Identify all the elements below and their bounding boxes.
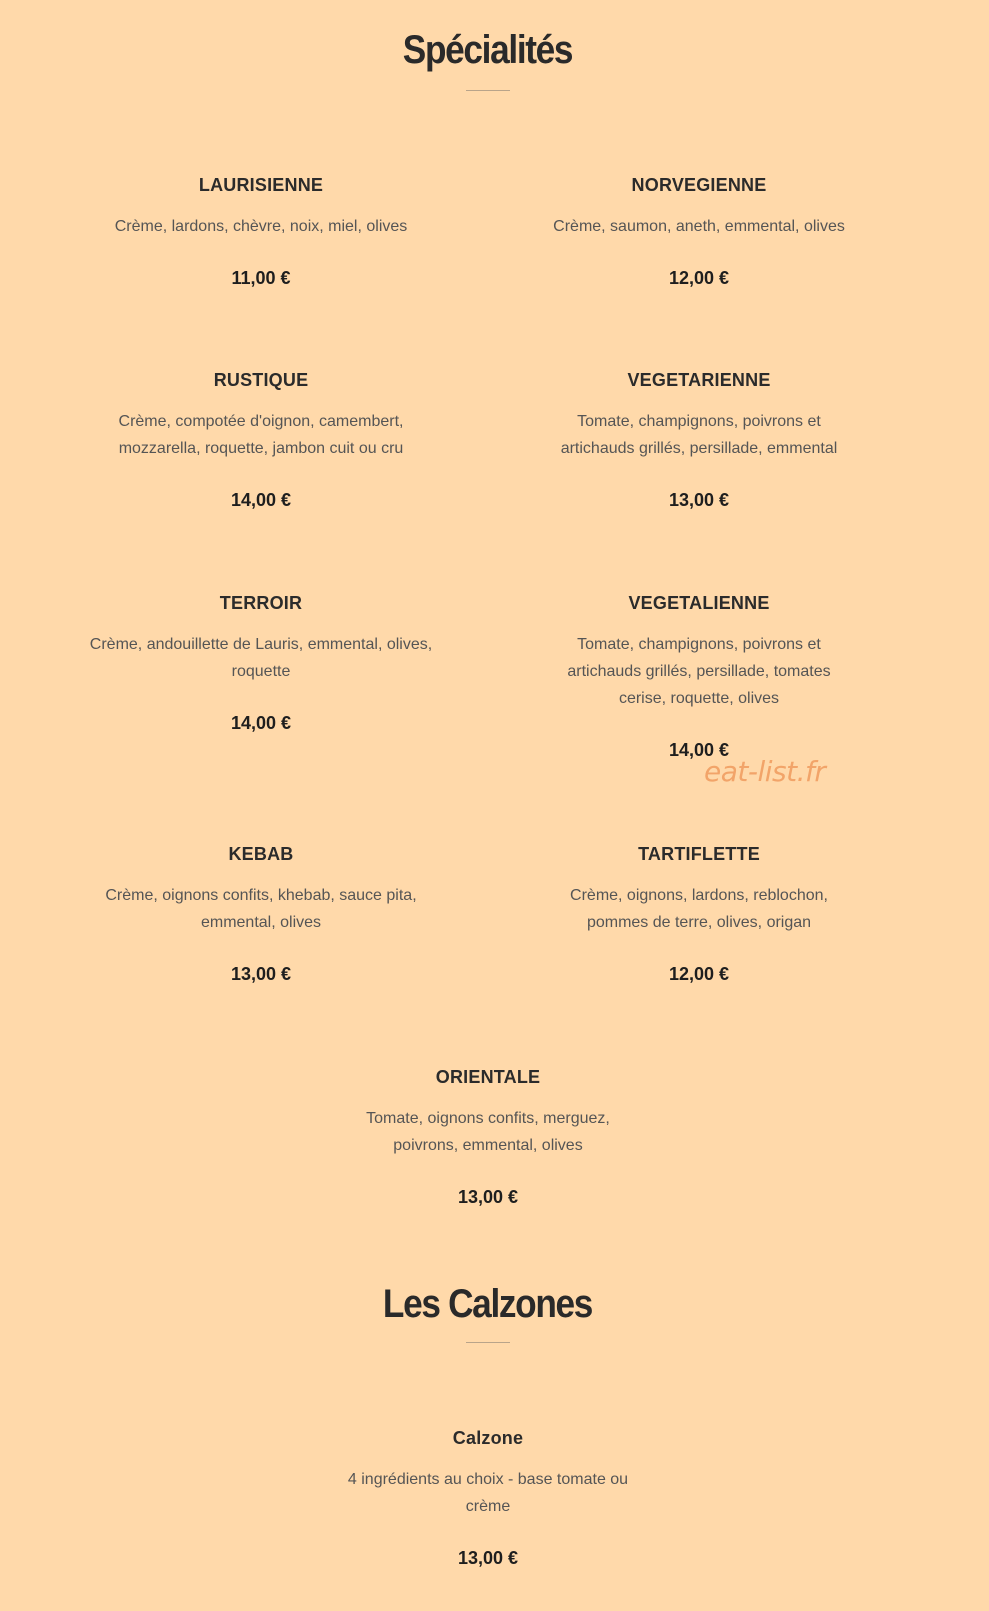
item-name: KEBAB (228, 844, 294, 864)
menu-item-laurisienne (81, 174, 441, 289)
item-description: Crème, oignons, lardons, reblochon, pommes de terre, olives, origan (570, 887, 828, 931)
item-price: 11,00 € (231, 268, 291, 288)
menu-item-calzone (308, 1427, 668, 1569)
item-description: Crème, compotée d'oignon, camembert, mozzarella, roquette, jambon cuit ou cru (118, 413, 404, 457)
item-name: VEGETARIENNE (627, 370, 771, 390)
section-divider (466, 1342, 510, 1343)
item-price: 13,00 € (457, 1187, 519, 1207)
menu-item-rustique (81, 369, 441, 511)
item-name: Calzone (452, 1428, 524, 1448)
item-name: RUSTIQUE (213, 370, 309, 390)
item-name: TERROIR (219, 593, 303, 613)
menu-item-vegetarienne (519, 369, 879, 511)
item-name: VEGETALIENNE (628, 593, 770, 613)
menu-item-tartiflette (519, 843, 879, 985)
item-name: NORVEGIENNE (631, 175, 767, 195)
section-title-specialites: Spécialités (402, 28, 573, 72)
item-name: LAURISIENNE (198, 175, 324, 195)
item-description: Tomate, champignons, poivrons et artichauds grillés, persillade, tomates cerise, roquette, olives (567, 636, 831, 707)
menu-item-orientale (308, 1066, 668, 1208)
item-price: 13,00 € (668, 490, 730, 510)
item-description: Crème, lardons, chèvre, noix, miel, olives (114, 218, 408, 235)
item-price: 13,00 € (230, 964, 292, 984)
menu-item-vegetalienne (519, 592, 879, 761)
item-name: ORIENTALE (435, 1067, 541, 1087)
item-description: Crème, oignons confits, khebab, sauce pita, emmental, olives (105, 887, 417, 931)
menu-item-terroir (81, 592, 441, 734)
item-price: 12,00 € (668, 268, 730, 288)
item-description: Tomate, champignons, poivrons et artichauds grillés, persillade, emmental (560, 413, 838, 457)
item-name: TARTIFLETTE (638, 844, 760, 864)
section-divider (466, 90, 510, 91)
item-description: Crème, andouillette de Lauris, emmental, olives, roquette (89, 636, 433, 680)
item-price: 12,00 € (668, 964, 730, 984)
menu-item-kebab (81, 843, 441, 985)
item-description: Crème, saumon, aneth, emmental, olives (553, 218, 845, 235)
watermark-logo: eat-list.fr (704, 755, 826, 788)
section-title-calzones: Les Calzones (382, 1282, 593, 1326)
item-description: Tomate, oignons confits, merguez, poivrons, emmental, olives (366, 1110, 610, 1154)
item-price: 14,00 € (230, 490, 292, 510)
item-price: 13,00 € (457, 1548, 519, 1568)
item-description: 4 ingrédients au choix - base tomate ou crème (347, 1471, 629, 1515)
item-price: 14,00 € (668, 740, 730, 760)
item-price: 14,00 € (230, 713, 292, 733)
menu-item-norvegienne (519, 174, 879, 289)
